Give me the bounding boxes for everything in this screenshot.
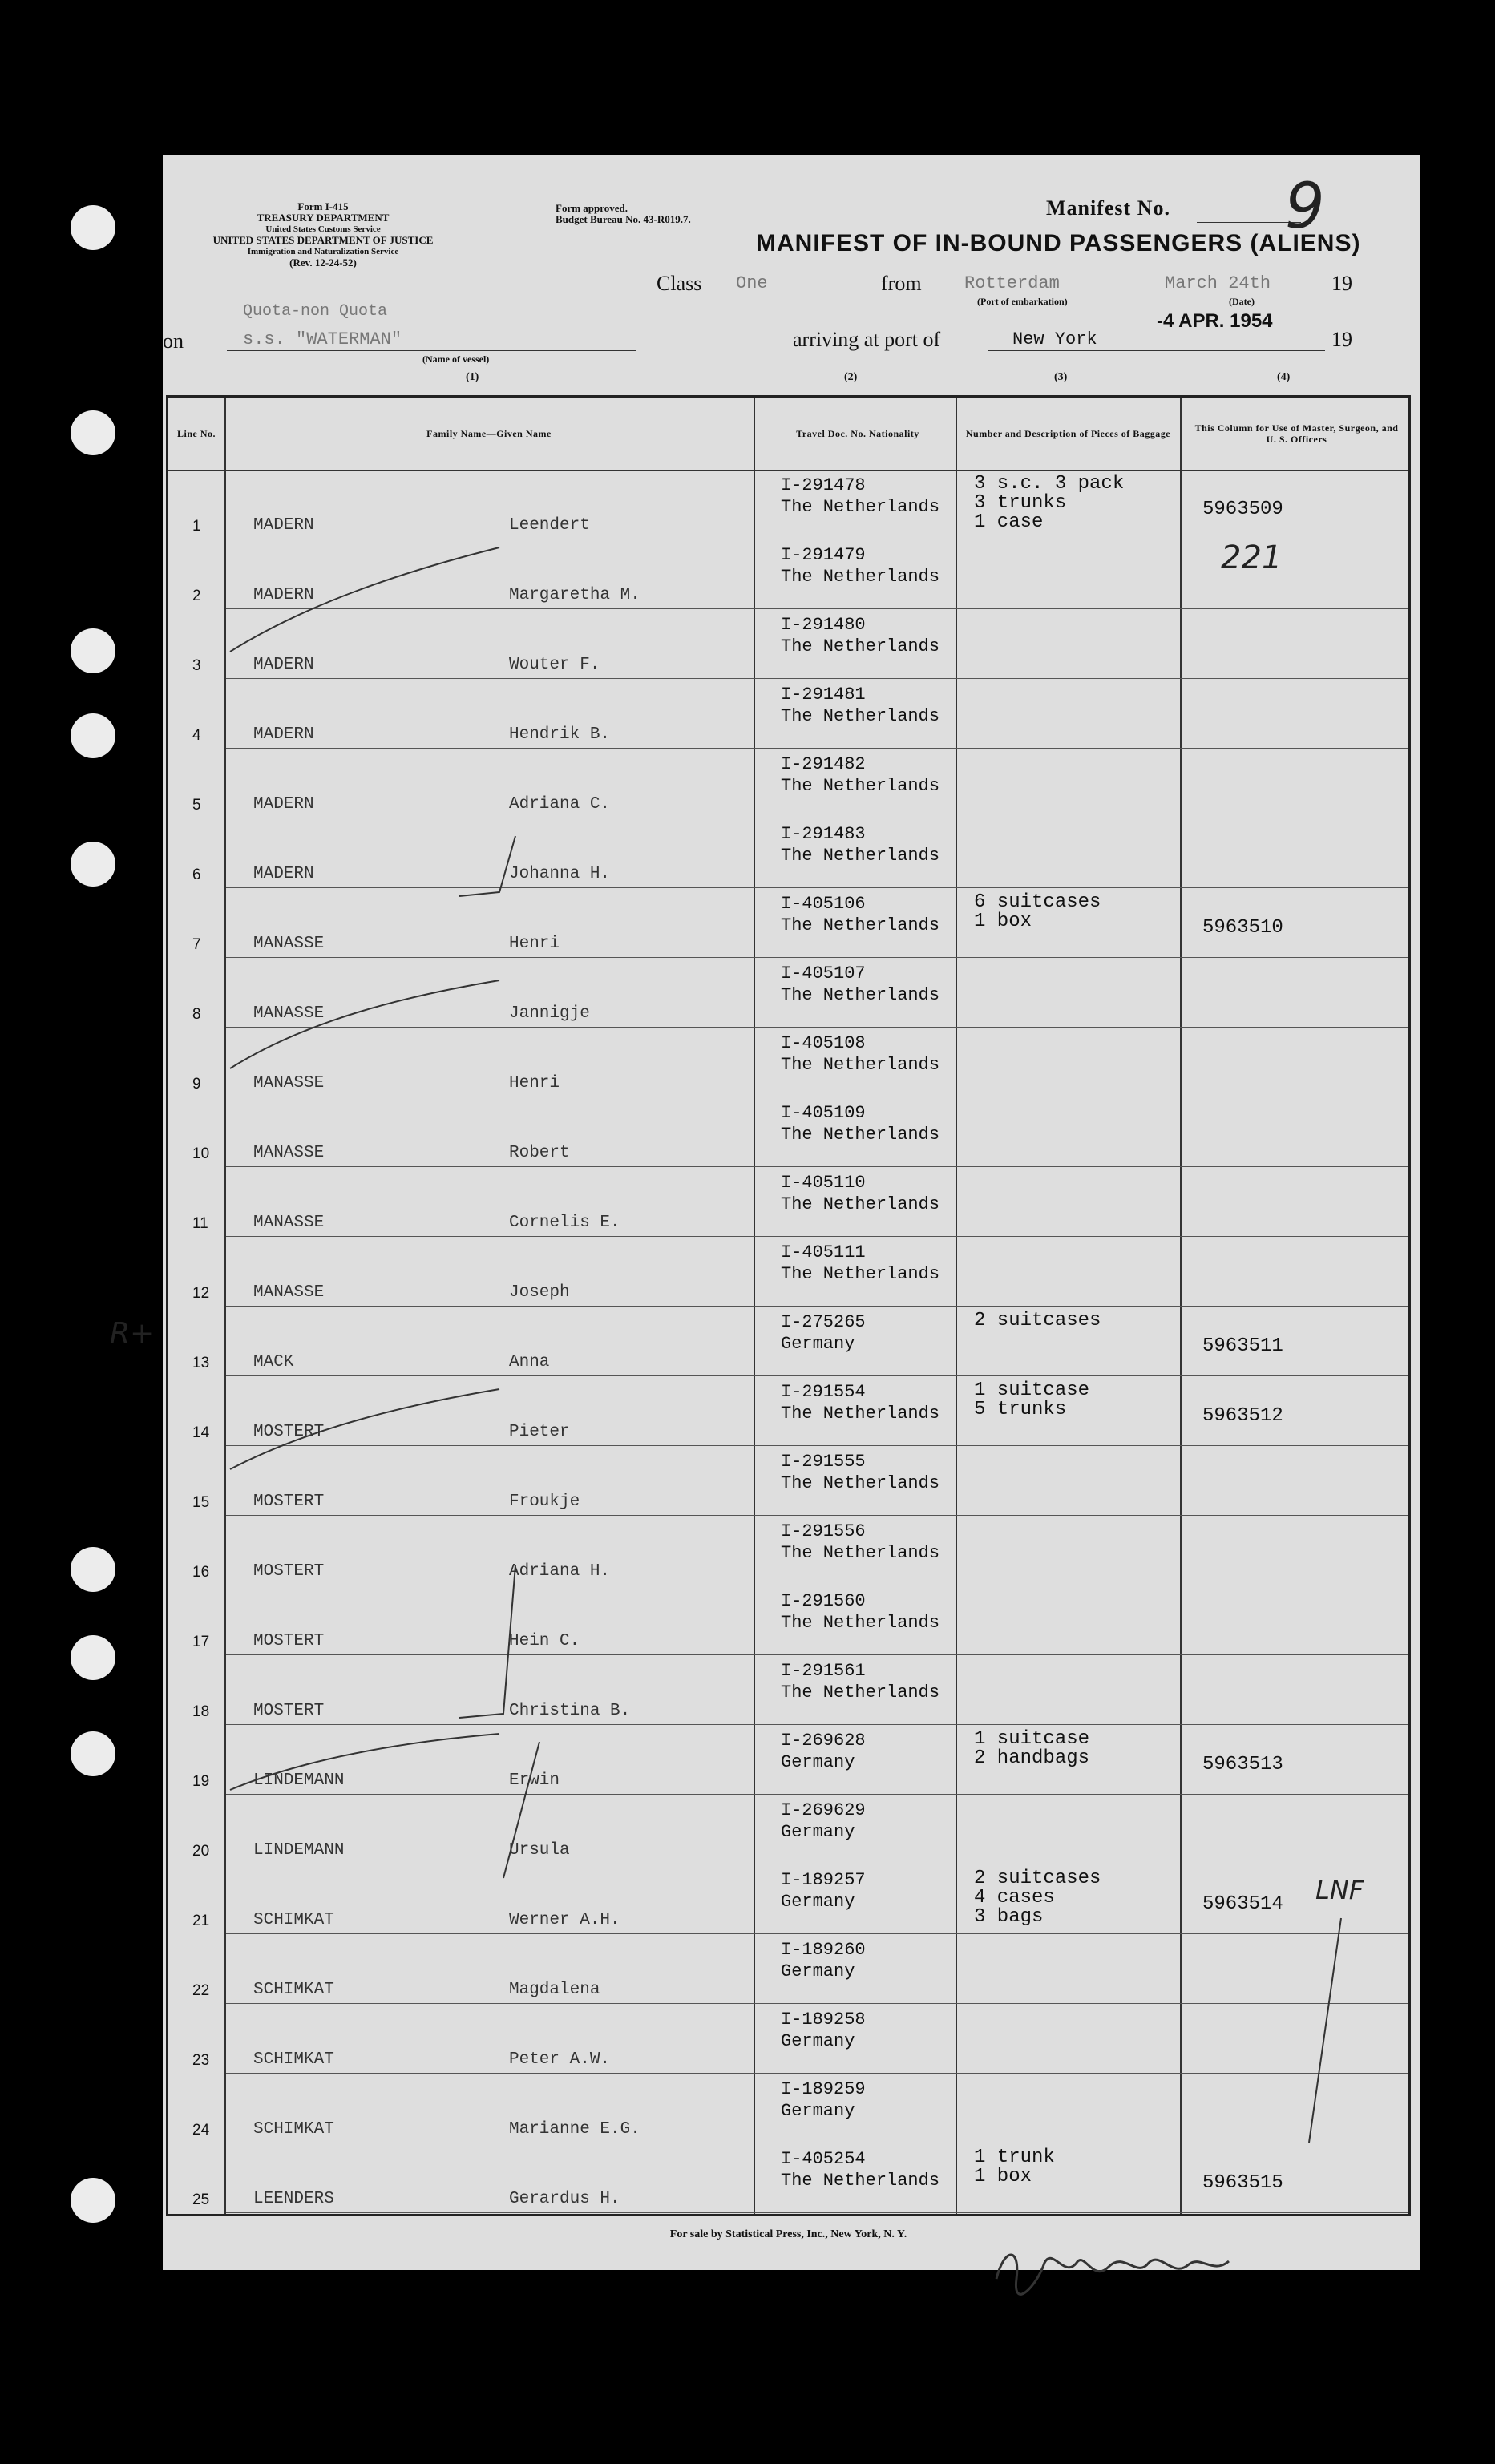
line-number: 22	[192, 1982, 210, 1999]
line-number: 16	[192, 1564, 210, 1581]
header-officers: This Column for Use of Master, Surgeon, and U. S. Officers	[1194, 422, 1399, 445]
footer-printer: For sale by Statistical Press, Inc., New York, N. Y.	[669, 2228, 907, 2240]
given-name: Pieter	[509, 1423, 570, 1441]
on-label: on	[163, 329, 184, 353]
given-name: Robert	[509, 1144, 570, 1162]
line-number: 12	[192, 1285, 210, 1302]
given-name: Wouter F.	[509, 656, 600, 674]
baggage-description: 3 s.c. 3 pack 3 trunks 1 case	[974, 473, 1125, 533]
binder-hole	[71, 1547, 115, 1592]
revision-date: (Rev. 12-24-52)	[289, 256, 357, 269]
travel-doc-number: I-189260	[781, 1940, 866, 1960]
binder-hole	[71, 842, 115, 887]
budget-bureau: Budget Bureau No. 43-R019.7.	[556, 213, 691, 225]
binder-hole	[71, 205, 115, 250]
officer-number: 5963510	[1202, 917, 1283, 939]
officer-number: 5963509	[1202, 499, 1283, 520]
line-number: 10	[192, 1145, 210, 1162]
travel-doc-number: I-269628	[781, 1731, 866, 1751]
family-name: MANASSE	[253, 1283, 325, 1302]
date-caption: (Date)	[1229, 296, 1255, 307]
family-name: MOSTERT	[253, 1423, 325, 1441]
travel-doc-number: I-405110	[781, 1173, 866, 1193]
line-number: 21	[192, 1913, 210, 1929]
line-number: 7	[192, 936, 201, 953]
nationality: The Netherlands	[781, 567, 940, 587]
given-name: Henri	[509, 935, 560, 953]
line-number: 19	[192, 1773, 210, 1790]
binder-hole	[71, 713, 115, 758]
handwritten-lnf: LNF	[1315, 1875, 1364, 1905]
travel-doc-number: I-189257	[781, 1870, 866, 1890]
given-name: Joseph	[509, 1283, 570, 1302]
nationality: Germany	[781, 1961, 855, 1981]
travel-doc-number: I-291482	[781, 754, 866, 774]
line-number: 3	[192, 657, 201, 674]
line-number: 24	[192, 2122, 210, 2139]
travel-doc-number: I-291561	[781, 1661, 866, 1681]
baggage-description: 1 suitcase 5 trunks	[974, 1379, 1090, 1420]
family-name: MADERN	[253, 516, 314, 535]
travel-doc-number: I-291483	[781, 824, 866, 844]
baggage-description: 1 trunk 1 box	[974, 2147, 1055, 2187]
baggage-description: 6 suitcases 1 box	[974, 891, 1101, 932]
travel-doc-number: I-291555	[781, 1452, 866, 1472]
ins-service: Immigration and Naturalization Service	[247, 247, 399, 256]
col-number-4: (4)	[1277, 371, 1291, 383]
class-label: Class	[657, 272, 702, 295]
line-number: 23	[192, 2052, 210, 2069]
form-approved: Form approved.	[556, 202, 628, 214]
given-name: Christina B.	[509, 1702, 631, 1720]
line-number: 13	[192, 1355, 210, 1371]
family-name: MADERN	[253, 795, 314, 814]
line-number: 4	[192, 727, 201, 744]
nationality: Germany	[781, 2031, 855, 2051]
nationality: The Netherlands	[781, 985, 940, 1005]
nationality: The Netherlands	[781, 1125, 940, 1145]
family-name: SCHIMKAT	[253, 1981, 334, 1999]
family-name: LINDEMANN	[253, 1841, 345, 1860]
family-name: MOSTERT	[253, 1702, 325, 1720]
baggage-description: 1 suitcase 2 handbags	[974, 1728, 1090, 1769]
travel-doc-number: I-291560	[781, 1591, 866, 1611]
given-name: Adriana H.	[509, 1562, 611, 1581]
travel-doc-number: I-405254	[781, 2149, 866, 2169]
nationality: The Netherlands	[781, 1194, 940, 1214]
family-name: MADERN	[253, 586, 314, 604]
nationality: The Netherlands	[781, 776, 940, 796]
col-number-1: (1)	[466, 371, 479, 383]
given-name: Jannigje	[509, 1004, 590, 1023]
nationality: The Netherlands	[781, 915, 940, 935]
nationality: The Netherlands	[781, 1404, 940, 1424]
header-line-no: Line No.	[176, 428, 216, 439]
officer-number: 5963513	[1202, 1754, 1283, 1775]
header-travel-doc: Travel Doc. No. Nationality	[796, 428, 919, 439]
form-number: Form I-415	[297, 200, 349, 212]
family-name: LEENDERS	[253, 2190, 334, 2208]
travel-doc-number: I-405106	[781, 894, 866, 914]
margin-mark: R+	[110, 1317, 155, 1350]
customs-service: United States Customs Service	[265, 224, 381, 234]
baggage-description: 2 suitcases 4 cases 3 bags	[974, 1868, 1101, 1928]
given-name: Erwin	[509, 1771, 560, 1790]
line-number: 18	[192, 1703, 210, 1720]
given-name: Henri	[509, 1074, 560, 1093]
nationality: Germany	[781, 2101, 855, 2121]
travel-doc-number: I-189259	[781, 2079, 866, 2099]
travel-doc-number: I-269629	[781, 1800, 866, 1820]
binder-hole	[71, 2178, 115, 2223]
line-number: 11	[192, 1215, 208, 1232]
nationality: The Netherlands	[781, 1055, 940, 1075]
nationality: The Netherlands	[781, 497, 940, 517]
travel-doc-number: I-291554	[781, 1382, 866, 1402]
line-number: 5	[192, 797, 201, 814]
given-name: Peter A.W.	[509, 2050, 611, 2069]
line-number: 20	[192, 1843, 210, 1860]
line-number: 6	[192, 866, 201, 883]
given-name: Cornelis E.	[509, 1214, 620, 1232]
line-number: 1	[192, 518, 201, 535]
line-number: 17	[192, 1634, 210, 1650]
travel-doc-number: I-189258	[781, 2010, 866, 2030]
line-number: 25	[192, 2191, 210, 2208]
family-name: MADERN	[253, 656, 314, 674]
col-number-2: (2)	[844, 371, 858, 383]
year-prefix: 19	[1331, 272, 1352, 295]
manifest-no-label: Manifest No.	[1046, 196, 1170, 220]
travel-doc-number: I-405107	[781, 963, 866, 984]
given-name: Hendrik B.	[509, 725, 611, 744]
binder-hole	[71, 1731, 115, 1776]
nationality: The Netherlands	[781, 1682, 940, 1703]
nationality: Germany	[781, 1822, 855, 1842]
family-name: LINDEMANN	[253, 1771, 345, 1790]
nationality: The Netherlands	[781, 1613, 940, 1633]
family-name: MANASSE	[253, 1074, 325, 1093]
family-name: MANASSE	[253, 1004, 325, 1023]
arrival-date-stamp: -4 APR. 1954	[1157, 310, 1273, 332]
vessel-caption: (Name of vessel)	[422, 353, 490, 365]
binder-hole	[71, 628, 115, 673]
travel-doc-number: I-275265	[781, 1312, 866, 1332]
class-value: One	[736, 273, 768, 293]
given-name: Adriana C.	[509, 795, 611, 814]
line-number: 2	[192, 588, 201, 604]
nationality: Germany	[781, 1892, 855, 1912]
year-prefix-2: 19	[1331, 328, 1352, 351]
given-name: Werner A.H.	[509, 1911, 620, 1929]
family-name: SCHIMKAT	[253, 1911, 334, 1929]
arrival-port: New York	[1012, 329, 1097, 349]
given-name: Ursula	[509, 1841, 570, 1860]
given-name: Gerardus H.	[509, 2190, 620, 2208]
officer-number: 5963515	[1202, 2172, 1283, 2194]
treasury-dept: TREASURY DEPARTMENT	[257, 212, 390, 224]
departure-date: March 24th	[1165, 273, 1271, 293]
nationality: The Netherlands	[781, 846, 940, 866]
travel-doc-number: I-405108	[781, 1033, 866, 1053]
justice-dept: UNITED STATES DEPARTMENT OF JUSTICE	[212, 234, 434, 246]
travel-doc-number: I-291556	[781, 1521, 866, 1541]
officer-number: 5963511	[1202, 1335, 1283, 1357]
family-name: MANASSE	[253, 1144, 325, 1162]
line-number: 9	[192, 1076, 201, 1093]
nationality: The Netherlands	[781, 2171, 940, 2191]
line-number: 15	[192, 1494, 210, 1511]
travel-doc-number: I-405109	[781, 1103, 866, 1123]
port-of-embarkation: Rotterdam	[964, 273, 1060, 293]
travel-doc-number: I-291480	[781, 615, 866, 635]
nationality: The Netherlands	[781, 1543, 940, 1563]
line-number: 8	[192, 1006, 201, 1023]
manifest-no-value: 9	[1285, 171, 1325, 243]
given-name: Magdalena	[509, 1981, 600, 1999]
given-name: Hein C.	[509, 1632, 580, 1650]
baggage-description: 2 suitcases	[974, 1310, 1101, 1331]
handwritten-221: 221	[1221, 539, 1283, 576]
travel-doc-number: I-291481	[781, 685, 866, 705]
nationality: The Netherlands	[781, 1264, 940, 1284]
given-name: Johanna H.	[509, 865, 611, 883]
family-name: SCHIMKAT	[253, 2120, 334, 2139]
manifest-page	[110, 155, 1420, 2270]
family-name: MOSTERT	[253, 1562, 325, 1581]
family-name: MANASSE	[253, 935, 325, 953]
manifest-title: MANIFEST OF IN-BOUND PASSENGERS (ALIENS)	[756, 230, 1361, 256]
travel-doc-number: I-405111	[781, 1242, 866, 1262]
family-name: MACK	[253, 1353, 294, 1371]
officer-number: 5963514	[1202, 1893, 1283, 1915]
header-baggage: Number and Description of Pieces of Baggage	[965, 428, 1171, 439]
family-name: MADERN	[253, 725, 314, 744]
nationality: The Netherlands	[781, 1473, 940, 1493]
family-name: MANASSE	[253, 1214, 325, 1232]
nationality: The Netherlands	[781, 706, 940, 726]
arriving-label: arriving at port of	[793, 328, 941, 351]
family-name: MADERN	[253, 865, 314, 883]
officer-number: 5963512	[1202, 1405, 1283, 1427]
given-name: Froukje	[509, 1493, 580, 1511]
nationality: Germany	[781, 1752, 855, 1772]
nationality: The Netherlands	[781, 636, 940, 656]
from-label: from	[881, 272, 922, 295]
given-name: Margaretha M.	[509, 586, 640, 604]
line-number: 14	[192, 1424, 210, 1441]
binder-hole	[71, 1635, 115, 1680]
port-caption: (Port of embarkation)	[977, 296, 1068, 307]
family-name: SCHIMKAT	[253, 2050, 334, 2069]
col-number-3: (3)	[1054, 371, 1068, 383]
check-marks	[163, 155, 1420, 2270]
given-name: Anna	[509, 1353, 550, 1371]
vessel-name: s.s. "WATERMAN"	[243, 329, 402, 349]
family-name: MOSTERT	[253, 1493, 325, 1511]
header-name: Family Name—Given Name	[426, 428, 552, 439]
travel-doc-number: I-291479	[781, 545, 866, 565]
family-name: MOSTERT	[253, 1632, 325, 1650]
nationality: Germany	[781, 1334, 855, 1354]
given-name: Marianne E.G.	[509, 2120, 640, 2139]
binder-hole	[71, 410, 115, 455]
travel-doc-number: I-291478	[781, 475, 866, 495]
quota-line: Quota-non Quota	[243, 302, 388, 321]
given-name: Leendert	[509, 516, 590, 535]
